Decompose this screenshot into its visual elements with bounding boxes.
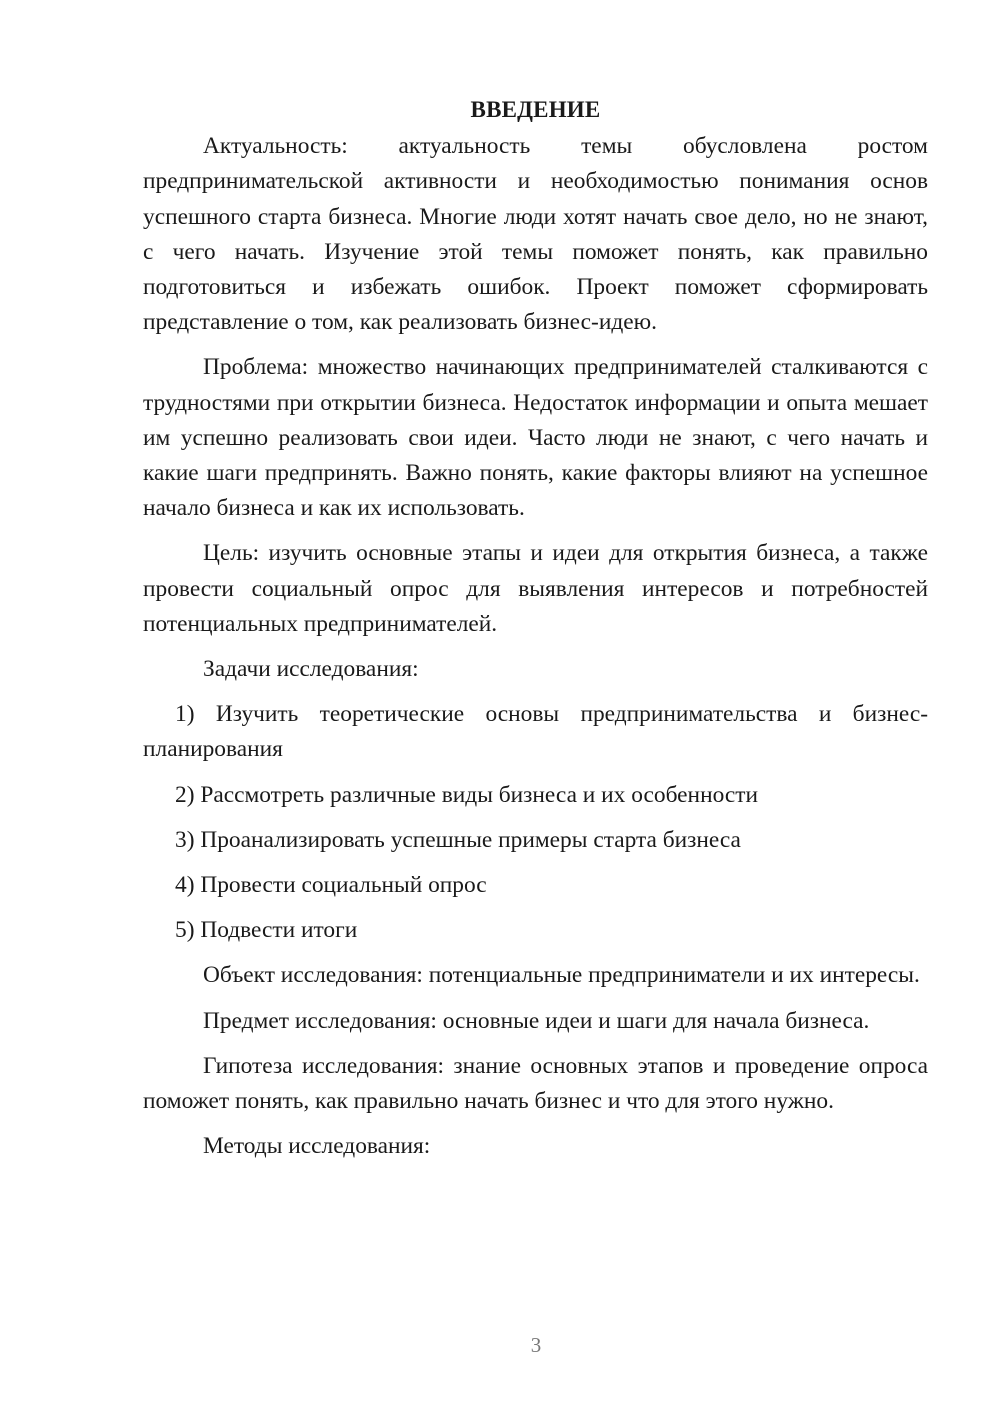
hypothesis-paragraph: Гипотеза исследования: знание основных этапов и проведение опроса поможет понять, как правильно начать бизнес и что для этого нужно.	[143, 1052, 928, 1115]
problem-paragraph: Проблема: множество начинающих предпринимателей сталкиваются с трудностями при открытии бизнеса. Недостаток информации и опыта мешает им успешно реализовать свои идеи. Часто люди не знают, с чего начать и какие шаги предпринять. Важно понять, какие факторы влияют на успешное начало бизнеса и как их использовать.	[143, 354, 928, 522]
tasks-heading: Задачи исследования:	[203, 656, 419, 683]
object-paragraph: Объект исследования: потенциальные предприниматели и их интересы.	[203, 962, 920, 989]
page-number: 3	[530, 1333, 542, 1357]
methods-heading: Методы исследования:	[203, 1133, 431, 1160]
section-title: ВВЕДЕНИЕ	[470, 97, 601, 122]
subject-paragraph: Предмет исследования: основные идеи и шаги для начала бизнеса.	[203, 1007, 870, 1034]
task-item: 5) Подвести итоги	[175, 917, 358, 944]
tasks-list	[143, 697, 928, 948]
task-item: 2) Рассмотреть различные виды бизнеса и их особенности	[175, 781, 758, 808]
task-item: 1) Изучить теоретические основы предпринимательства и бизнес-планирования	[143, 701, 928, 763]
goal-paragraph: Цель: изучить основные этапы и идеи для открытия бизнеса, а также провести социальный опрос для выявления интересов и потребностей потенциальных предпринимателей.	[143, 540, 928, 637]
page-body	[143, 92, 928, 1174]
task-item: 3) Проанализировать успешные примеры старта бизнеса	[175, 826, 741, 853]
relevance-paragraph: Актуальность: актуальность темы обусловлена ростом предпринимательской активности и необходимостью понимания основ успешного старта бизнеса. Многие люди хотят начать свое дело, но не знают, с чего начать. Изучение этой темы поможет понять, как правильно подготовиться и избежать ошибок. Проект поможет сформировать представление о том, как реализовать бизнес-идею.	[143, 133, 928, 336]
task-item: 4) Провести социальный опрос	[175, 872, 487, 899]
